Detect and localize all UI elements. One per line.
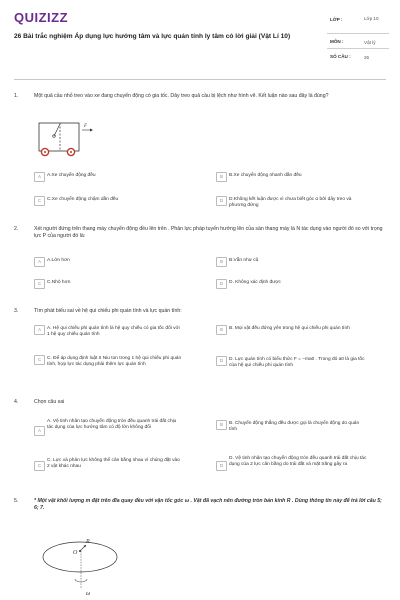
q2-option-a-letter: A (34, 257, 45, 267)
question-2-number: 2. (14, 226, 19, 232)
question-5-number: 5. (14, 498, 19, 504)
q2-option-a-text: A.Lớn hơn (47, 258, 70, 263)
radius-label: R (86, 539, 90, 545)
q4-option-a-text: A. Vệ tinh nhân tạo chuyển động tròn đều quanh trái đất chịu tác dụng của lực hướng tâm có độ lớn không đổi (47, 419, 177, 431)
q2-option-b-text: B.Vẫn như cũ (229, 258, 259, 263)
q4-option-b-letter: B (216, 420, 227, 430)
q4-option-a-letter: A (34, 426, 45, 436)
question-1-number: 1. (14, 93, 19, 99)
worksheet-meta (327, 13, 389, 62)
question-4-number: 4. (14, 399, 19, 405)
question-4-text: Chọn câu sai (34, 399, 65, 405)
quizizz-logo: QUIZIZZ (14, 10, 69, 25)
question-3-number: 3. (14, 308, 19, 314)
q1-option-d-text: D.Không kết luận được vì chưa biết góc α bởi dây treo và phương đứng (229, 197, 352, 209)
question-2-text: Xét người đứng trên thang máy chuyển động đều lên trên . Phản lực pháp tuyến hướng lên của sàn thang máy là N tác dụng vào người đó so với trọng lực P của người đó là: (34, 226, 383, 239)
q3-option-a-letter: A (34, 325, 45, 335)
q3-option-d-text: D. Lực quán tính có biểu thức F = −ma0 . Trong đó a0 là gia tốc của hệ qui chiếu phi quán tính (229, 357, 365, 369)
page-title: 26 Bài trắc nghiệm Áp dụng lực hướng tâm và lực quán tính ly tâm có lời giải (Vật Lí 10) (14, 33, 291, 40)
q2-option-b-letter: B (216, 257, 227, 267)
meta-subject (327, 34, 389, 49)
q2-option-d-text: D. Không xác định được (229, 280, 281, 285)
q1-option-b-letter: B (216, 172, 227, 182)
question-3-text: Tìm phát biểu sai về hệ qui chiếu phi quán tính và lực quán tính: (34, 308, 182, 314)
question-5-text: * Một vật khối lượng m đặt trên đĩa quay đều với vận tốc góc ω . Vật đã vạch nên đường tròn bán kính R . Dùng thông tin này để trả lời câu 5; 6; 7. (34, 498, 382, 511)
header-divider (14, 79, 386, 80)
q3-option-b-text: B. Mọi vật đều đứng yên trong hệ qui chiếu phi quán tính (229, 326, 350, 331)
q4-option-c-letter: C (34, 461, 45, 471)
q4-option-d-letter: D (216, 461, 227, 471)
subject-label: MÔN : (330, 39, 344, 44)
meta-class (327, 13, 389, 34)
q3-option-a-text: A. Hệ qui chiếu phi quán tính là hệ quy chiếu có gia tốc đối với 1 hệ quy chiếu quán tính (47, 326, 180, 338)
omega-label: ω (86, 591, 91, 597)
q4-option-d-text: D. Vệ tinh nhân tạo chuyển động tròn đều quanh trái đất chịu tác dụng của 2 lực cân bằng do trái đất và mặt trăng gây ra (229, 456, 367, 468)
q1-option-d-letter: D (216, 196, 227, 206)
q3-option-c-text: C. Để áp dụng định luật II Niu ton trong 1 hệ qui chiếu phi quán tính, hợp lực tác dụng phải thêm lực quán tính (47, 356, 182, 368)
q1-option-c-text: C.Xe chuyển động chậm dần đều (47, 197, 119, 202)
q1-option-b-text: B.Xe chuyển động nhanh dần đều (229, 173, 302, 178)
q1-option-a-letter: A (34, 172, 45, 182)
meta-count (327, 49, 389, 62)
q2-option-c-letter: C (34, 279, 45, 289)
question-5-figure (40, 527, 120, 597)
q1-option-a-text: A.Xe chuyển động đều (47, 173, 96, 178)
center-label: O (73, 550, 78, 556)
class-value: Lớp 10 (364, 16, 379, 21)
q1-option-c-letter: C (34, 196, 45, 206)
question-1-figure (38, 118, 88, 160)
q3-option-b-letter: B (216, 325, 227, 335)
force-label: F (84, 124, 88, 129)
q2-option-c-text: C.Nhỏ hơn (47, 280, 71, 285)
class-label: LỚP : (330, 17, 343, 22)
q3-option-c-letter: C (34, 355, 45, 365)
subject-value: Vật lý (364, 40, 376, 45)
q4-option-c-text: C. Lực và phản lực không thể cân bằng nhau vì chúng đặt vào 2 vật khác nhau (47, 458, 180, 470)
q2-option-d-letter: D (216, 279, 227, 289)
count-label: SỐ CÂU : (330, 54, 351, 59)
count-value: 26 (364, 55, 370, 60)
q3-option-d-letter: D (216, 356, 227, 366)
q4-option-b-text: B. Chuyển động thẳng đều được gọi là chuyển động do quán tính (229, 421, 360, 433)
question-1-text: Một quả cầu nhỏ treo vào xe đang chuyển động có gia tốc. Dây treo quả cầu bị lệch như hình vẽ. Kết luận nào sau đây là đúng? (34, 93, 329, 99)
